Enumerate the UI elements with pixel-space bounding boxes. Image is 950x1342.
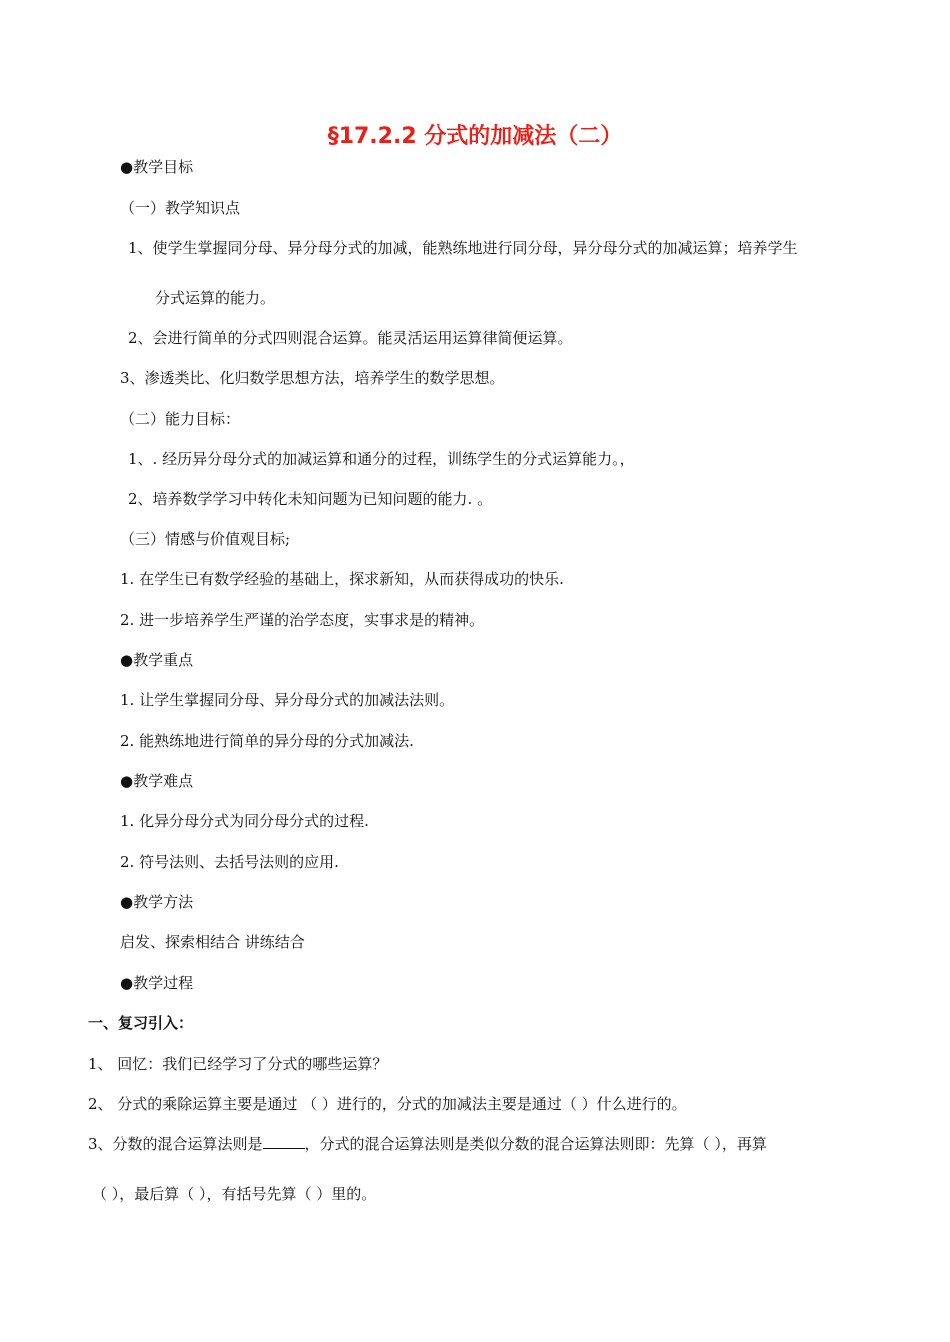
review-question-3-before-blank: 3、分数的混合运算法则是 [88, 1135, 263, 1153]
knowledge-heading: （一）教学知识点 [120, 199, 241, 217]
emotion-item-2: 2. 进一步培养学生严谨的治学态度，实事求是的精神。 [120, 611, 485, 629]
review-question-3-line-1 [88, 1134, 767, 1154]
process-heading: ●教学过程 [120, 974, 194, 992]
emotion-item-1: 1. 在学生已有数学经验的基础上，探求新知，从而获得成功的快乐. [120, 570, 564, 588]
difficulties-heading: ●教学难点 [120, 772, 194, 790]
methods-text: 启发、探索相结合 讲练结合 [120, 933, 305, 951]
key-points-item-2: 2. 能熟练地进行简单的异分母的分式加减法. [120, 732, 414, 750]
key-points-item-1: 1. 让学生掌握同分母、异分母分式的加减法法则。 [120, 691, 455, 709]
page-title: §17.2.2 分式的加减法（二） [327, 124, 623, 149]
knowledge-item-1-line-1: 1、使学生掌握同分母、异分母分式的加减，能熟练地进行同分母，异分母分式的加减运算；培养学生 [128, 239, 798, 257]
review-question-2: 2、 分式的乘除运算主要是通过 （ ）进行的，分式的加减法主要是通过（ ）什么进行的。 [88, 1095, 687, 1113]
objectives-heading: ●教学目标 [120, 158, 194, 176]
emotion-heading: （三）情感与价值观目标; [120, 530, 291, 548]
key-points-heading: ●教学重点 [120, 651, 194, 669]
knowledge-item-3: 3、渗透类比、化归数学思想方法，培养学生的数学思想。 [120, 369, 505, 387]
review-question-3-line-2: （ ），最后算（ ），有括号先算（ ）里的。 [92, 1185, 377, 1203]
ability-heading: （二）能力目标： [120, 410, 241, 428]
ability-item-2: 2、培养数学学习中转化未知问题为已知问题的能力. 。 [128, 490, 493, 508]
methods-heading: ●教学方法 [120, 893, 194, 911]
fill-in-blank [263, 1134, 305, 1149]
ability-item-1: 1、. 经历异分母分式的加减运算和通分的过程，训练学生的分式运算能力。， [128, 450, 635, 468]
review-question-1: 1、 回忆：我们已经学习了分式的哪些运算？ [88, 1055, 388, 1073]
review-section-heading: 一、复习引入： [88, 1014, 194, 1032]
difficulties-item-2: 2. 符号法则、去括号法则的应用. [120, 853, 339, 871]
review-question-3-after-blank: ，分式的混合运算法则是类似分数的混合运算法则即：先算（ ），再算 [304, 1135, 767, 1153]
knowledge-item-2: 2、会进行简单的分式四则混合运算。能灵活运用运算律简便运算。 [128, 329, 573, 347]
difficulties-item-1: 1. 化异分母分式为同分母分式的过程. [120, 812, 369, 830]
knowledge-item-1-line-2: 分式运算的能力。 [155, 289, 276, 307]
